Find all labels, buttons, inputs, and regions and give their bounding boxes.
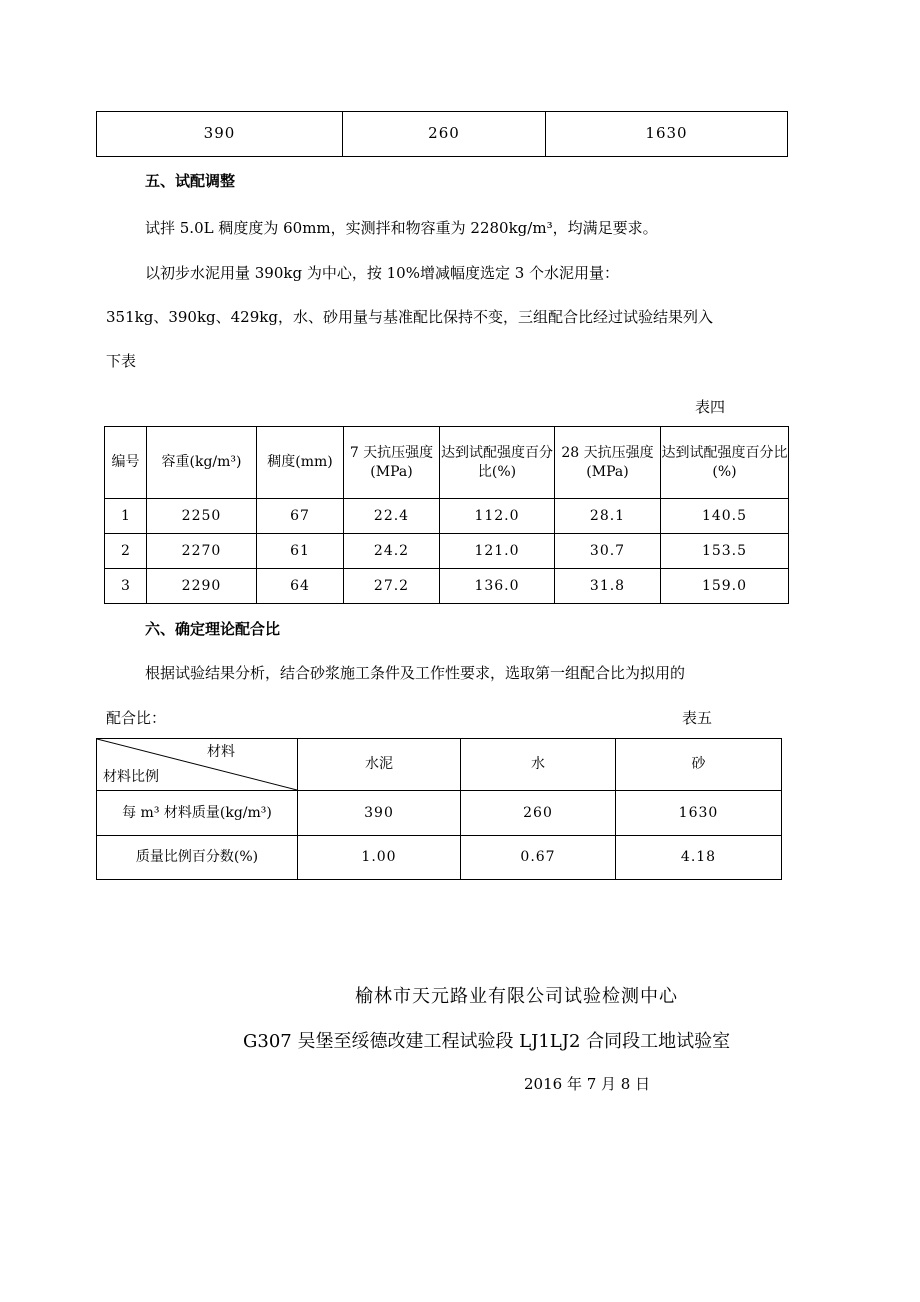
header-cell: 水: [461, 739, 616, 791]
header-cell: 容重(kg/m³): [147, 427, 257, 499]
section5-heading: 五、试配调整: [145, 172, 236, 190]
table-cell: 2250: [147, 499, 257, 534]
header-cell: 水泥: [298, 739, 461, 791]
table-cell: 1.00: [298, 836, 461, 880]
row-label: 质量比例百分数(%): [97, 836, 298, 880]
table4-caption: 表四: [695, 398, 726, 416]
table-row: [105, 534, 789, 569]
table-cell: 64: [257, 569, 344, 604]
section6-heading: 六、确定理论配合比: [145, 620, 281, 638]
header-cell: 编号: [105, 427, 147, 499]
table-cell: 112.0: [440, 499, 555, 534]
table-cell: 140.5: [661, 499, 789, 534]
table-cell: 1: [105, 499, 147, 534]
header-cell: 达到试配强度百分比(%): [661, 427, 789, 499]
header-cell: 28 天抗压强度(MPa): [555, 427, 661, 499]
table-cell: 2270: [147, 534, 257, 569]
signature-org-1: 榆林市天元路业有限公司试验检测中心: [355, 986, 678, 1007]
table-header-row: [97, 739, 782, 791]
table-cell: 2: [105, 534, 147, 569]
table-cell: 27.2: [344, 569, 440, 604]
table-cell: 2290: [147, 569, 257, 604]
table-cell: 31.8: [555, 569, 661, 604]
table-cell: 260: [461, 791, 616, 836]
table-cell: 24.2: [344, 534, 440, 569]
table-cell: 3: [105, 569, 147, 604]
table-cell: 67: [257, 499, 344, 534]
table-cell: 153.5: [661, 534, 789, 569]
table-header-row: [105, 427, 789, 499]
section6-paragraph-1: 根据试验结果分析，结合砂浆施工条件及工作性要求，选取第一组配合比为拟用的: [145, 664, 686, 682]
table5: [96, 738, 782, 880]
table-cell: 121.0: [440, 534, 555, 569]
table-row: [97, 836, 782, 880]
section5-paragraph-2: 以初步水泥用量 390kg 为中心，按 10%增减幅度选定 3 个水泥用量：: [145, 264, 620, 282]
table4: [104, 426, 789, 604]
section5-paragraph-3: 351kg、390kg、429kg，水、砂用量与基准配比保持不变，三组配合比经过试验结果列入: [106, 308, 713, 326]
signature-org-2: G307 吴堡至绥德改建工程试验段 LJ1LJ2 合同段工地试验室: [243, 1031, 731, 1052]
table-cell: 260: [343, 112, 546, 157]
table-cell: 30.7: [555, 534, 661, 569]
diagonal-header-cell: [97, 739, 298, 791]
table-cell: 22.4: [344, 499, 440, 534]
header-cell: 稠度(mm): [257, 427, 344, 499]
table-row: [97, 112, 788, 157]
table-cell: 136.0: [440, 569, 555, 604]
table-cell: 1630: [546, 112, 788, 157]
table-row: [97, 791, 782, 836]
table-cell: 28.1: [555, 499, 661, 534]
table-row: [105, 569, 789, 604]
header-cell: 砂: [616, 739, 782, 791]
table5-caption: 表五: [682, 709, 713, 727]
row-label: 每 m³ 材料质量(kg/m³): [97, 791, 298, 836]
top-table: [96, 111, 788, 157]
table-cell: 159.0: [661, 569, 789, 604]
corner-bottom-label: 材料比例: [103, 768, 159, 785]
section5-paragraph-4: 下表: [106, 352, 137, 370]
header-cell: 达到试配强度百分比(%): [440, 427, 555, 499]
table-cell: 1630: [616, 791, 782, 836]
table-cell: 390: [298, 791, 461, 836]
table-row: [105, 499, 789, 534]
table-cell: 4.18: [616, 836, 782, 880]
table-cell: 0.67: [461, 836, 616, 880]
table-cell: 61: [257, 534, 344, 569]
signature-date: 2016 年 7 月 8 日: [524, 1075, 651, 1093]
corner-top-label: 材料: [207, 744, 235, 760]
header-cell: 7 天抗压强度(MPa): [344, 427, 440, 499]
section6-paragraph-2: 配合比：: [106, 709, 167, 727]
table-cell: 390: [97, 112, 343, 157]
section5-paragraph-1: 试拌 5.0L 稠度度为 60mm，实测拌和物容重为 2280kg/m³，均满足要求。: [145, 219, 658, 237]
